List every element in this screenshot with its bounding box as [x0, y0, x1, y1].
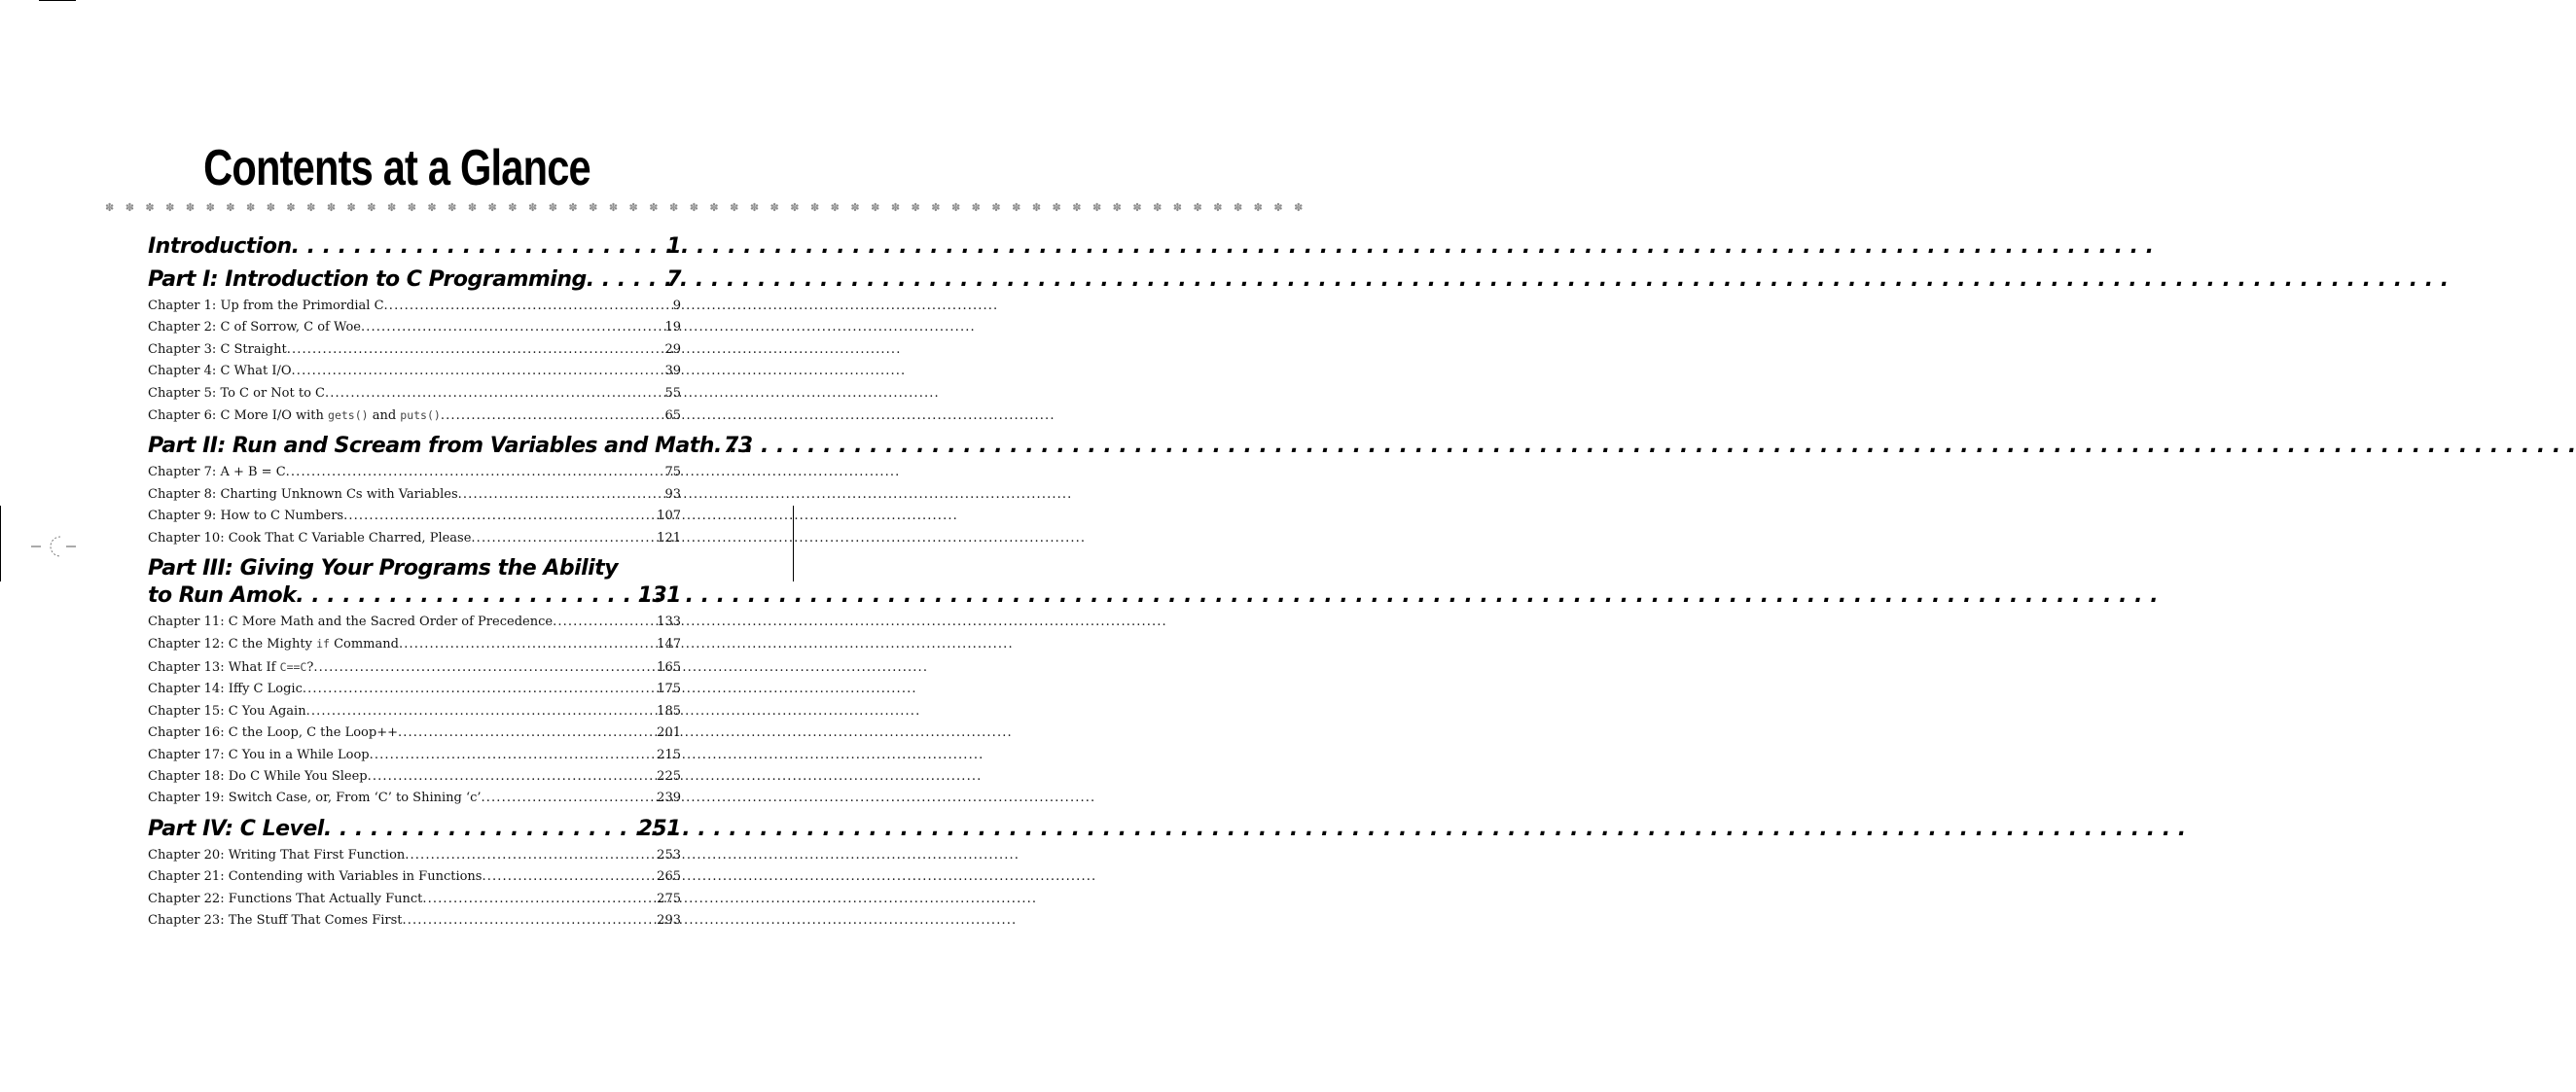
chapter-page: 39 — [664, 364, 681, 379]
chapter-entry[interactable] — [148, 866, 681, 888]
part-page: 73 — [723, 434, 753, 459]
dot-leader — [482, 866, 657, 888]
chapter-page: 239 — [657, 791, 681, 806]
dot-leader — [405, 845, 657, 866]
toc-part-3-entry[interactable] — [148, 582, 681, 610]
toc-part-1-entry[interactable] — [148, 266, 681, 294]
chapter-title: Chapter 10: Cook That C Variable Charred, Please — [148, 530, 472, 546]
chapter-entry[interactable] — [148, 405, 681, 427]
dot-leader — [343, 506, 657, 527]
dot-leader — [553, 612, 657, 633]
chapter-page: 29 — [664, 341, 681, 357]
part-page: 131 — [637, 583, 681, 609]
chapter-title: Chapter 2: C of Sorrow, C of Woe — [148, 320, 361, 335]
dot-leader — [398, 722, 657, 744]
dot-leader — [368, 766, 658, 788]
chapter-page: 107 — [657, 509, 681, 524]
chapter-title: Chapter 17: C You in a While Loop — [148, 747, 370, 762]
toc-part-3-title-line1[interactable]: Part III: Giving Your Programs the Ability — [148, 556, 619, 581]
dot-leader — [482, 788, 658, 809]
chapter-entry[interactable] — [148, 296, 681, 317]
chapter-title: Chapter 14: Iffy C Logic — [148, 682, 303, 697]
dot-leader — [303, 679, 657, 700]
chapter-entry[interactable] — [148, 484, 681, 506]
part-title: Part II: Run and Scream from Variables and Math — [148, 434, 714, 459]
chapter-page: 65 — [664, 408, 681, 424]
chapter-title-text: ? — [306, 659, 314, 675]
chapter-entry[interactable] — [148, 462, 681, 483]
chapter-page: 93 — [664, 486, 681, 502]
dot-leader — [399, 634, 657, 655]
chapter-page: 75 — [664, 465, 681, 480]
dot-leader — [403, 910, 658, 932]
entry-page: 1 — [666, 234, 681, 259]
dot-leader — [292, 361, 665, 382]
chapter-page: 275 — [657, 891, 681, 906]
toc-intro-entry[interactable] — [148, 233, 681, 261]
chapter-title: Chapter 18: Do C While You Sleep — [148, 768, 368, 784]
chapter-title-text: Chapter 12: C the Mighty — [148, 637, 317, 652]
dot-leader — [714, 433, 724, 460]
entry-title: Introduction — [148, 234, 292, 259]
table-of-contents — [148, 233, 753, 932]
chapter-page: 147 — [657, 637, 681, 652]
chapter-title: Chapter 15: C You Again — [148, 703, 306, 719]
chapter-title — [148, 405, 441, 427]
chapter-title: Chapter 23: The Stuff That Comes First — [148, 912, 403, 928]
chapter-page: 9 — [672, 299, 681, 313]
chapter-title: Chapter 8: Charting Unknown Cs with Variables — [148, 486, 458, 502]
chapter-title: Chapter 5: To C or Not to C — [148, 385, 325, 401]
chapter-page: 225 — [657, 768, 681, 784]
margin-rule-left — [0, 506, 1, 581]
chapter-title: Chapter 7: A + B = C — [148, 465, 286, 480]
toc-part-4-entry[interactable] — [148, 816, 681, 843]
chapter-entry[interactable] — [148, 612, 681, 633]
chapter-entry[interactable] — [148, 701, 681, 722]
chapter-title: Chapter 16: C the Loop, C the Loop++ — [148, 725, 398, 741]
chapter-entry[interactable] — [148, 766, 681, 788]
chapter-page: 175 — [657, 682, 681, 697]
part-title: to Run Amok — [148, 583, 297, 609]
dot-leader — [287, 339, 665, 361]
dot-leader — [313, 657, 657, 679]
chapter-page: 165 — [657, 659, 681, 675]
chapter-entry[interactable] — [148, 361, 681, 382]
dot-leader — [292, 233, 667, 261]
dot-leader — [361, 317, 664, 338]
chapter-entry[interactable] — [148, 317, 681, 338]
part-page: 7 — [666, 267, 681, 292]
dot-leader — [587, 266, 666, 294]
chapter-page: 215 — [657, 747, 681, 762]
chapter-page: 185 — [657, 703, 681, 719]
dot-leader — [286, 462, 665, 483]
chapter-entry[interactable] — [148, 745, 681, 766]
chapter-entry[interactable] — [148, 383, 681, 405]
chapter-entry[interactable] — [148, 633, 681, 655]
chapter-title-text: Chapter 13: What If — [148, 659, 280, 675]
chapter-title: Chapter 20: Writing That First Function — [148, 847, 406, 863]
part-page: 251 — [637, 816, 681, 841]
decorative-dot-rule: ✽ ✽ ✽ ✽ ✽ ✽ ✽ ✽ ✽ ✽ ✽ ✽ ✽ ✽ ✽ ✽ ✽ ✽ ✽ ✽ ✽ ✽ ✽ ✽ ✽ ✽ ✽ ✽ ✽ ✽ ✽ ✽ ✽ ✽ ✽ ✽ ✽ ✽ ✽ ✽ ✽ ✽ ✽ ✽ ✽ ✽ ✽ ✽ ✽ ✽ ✽ ✽ ✽ ✽ ✽ ✽ ✽ ✽ ✽ ✽ — [105, 201, 1307, 214]
dot-leader — [422, 889, 657, 910]
dot-leader — [296, 582, 637, 610]
chapter-entry[interactable] — [148, 656, 681, 679]
chapter-title-text: Command — [329, 637, 399, 652]
chapter-title — [148, 656, 313, 679]
part-title: Part IV: C Level — [148, 816, 324, 841]
chapter-page: 19 — [664, 320, 681, 335]
chapter-title: Chapter 11: C More Math and the Sacred Order of Precedence — [148, 615, 554, 630]
chapter-page: 121 — [657, 530, 681, 546]
dot-leader — [325, 383, 664, 405]
page-title: Contents at a Glance — [203, 140, 590, 196]
part-title: Part I: Introduction to C Programming — [148, 267, 587, 292]
chapter-page: 201 — [657, 725, 681, 741]
chapter-page: 293 — [657, 912, 681, 928]
code-expression: C==C — [279, 659, 307, 674]
dot-leader — [384, 296, 673, 317]
dot-leader — [458, 484, 665, 506]
chapter-page: 133 — [657, 615, 681, 630]
chapter-entry[interactable] — [148, 722, 681, 744]
chapter-entry[interactable] — [148, 845, 681, 866]
chapter-entry[interactable] — [148, 889, 681, 910]
chapter-entry[interactable] — [148, 679, 681, 700]
chapter-entry[interactable] — [148, 788, 681, 809]
chapter-entry[interactable] — [148, 910, 681, 932]
dot-leader — [441, 405, 665, 427]
dot-leader — [471, 528, 657, 549]
registration-mark-icon — [27, 531, 86, 560]
chapter-page: 55 — [664, 385, 681, 401]
dot-leader — [324, 816, 638, 843]
chapter-entry[interactable] — [148, 528, 681, 549]
chapter-title-text: Chapter 6: C More I/O with — [148, 408, 329, 424]
chapter-title — [148, 633, 399, 655]
chapter-title-text: and — [368, 408, 401, 424]
chapter-page: 253 — [657, 847, 681, 863]
chapter-title: Chapter 19: Switch Case, or, From ‘C’ to Shining ‘c’ — [148, 791, 482, 806]
chapter-entry[interactable] — [148, 506, 681, 527]
chapter-title: Chapter 1: Up from the Primordial C — [148, 299, 384, 313]
code-function-gets: gets() — [328, 408, 369, 423]
dot-leader — [306, 701, 658, 722]
chapter-title: Chapter 3: C Straight — [148, 341, 287, 357]
chapter-title: Chapter 21: Contending with Variables in Functions — [148, 869, 483, 885]
code-function-puts: puts() — [400, 408, 441, 423]
chapter-page: 265 — [657, 869, 681, 885]
crop-mark — [39, 0, 76, 1]
chapter-title: Chapter 4: C What I/O — [148, 364, 292, 379]
chapter-entry[interactable] — [148, 339, 681, 361]
code-keyword-if: if — [316, 637, 330, 652]
chapter-title: Chapter 22: Functions That Actually Funct — [148, 891, 423, 906]
dot-leader — [370, 745, 658, 766]
toc-part-2-entry[interactable] — [148, 433, 753, 460]
chapter-title: Chapter 9: How to C Numbers — [148, 509, 344, 524]
